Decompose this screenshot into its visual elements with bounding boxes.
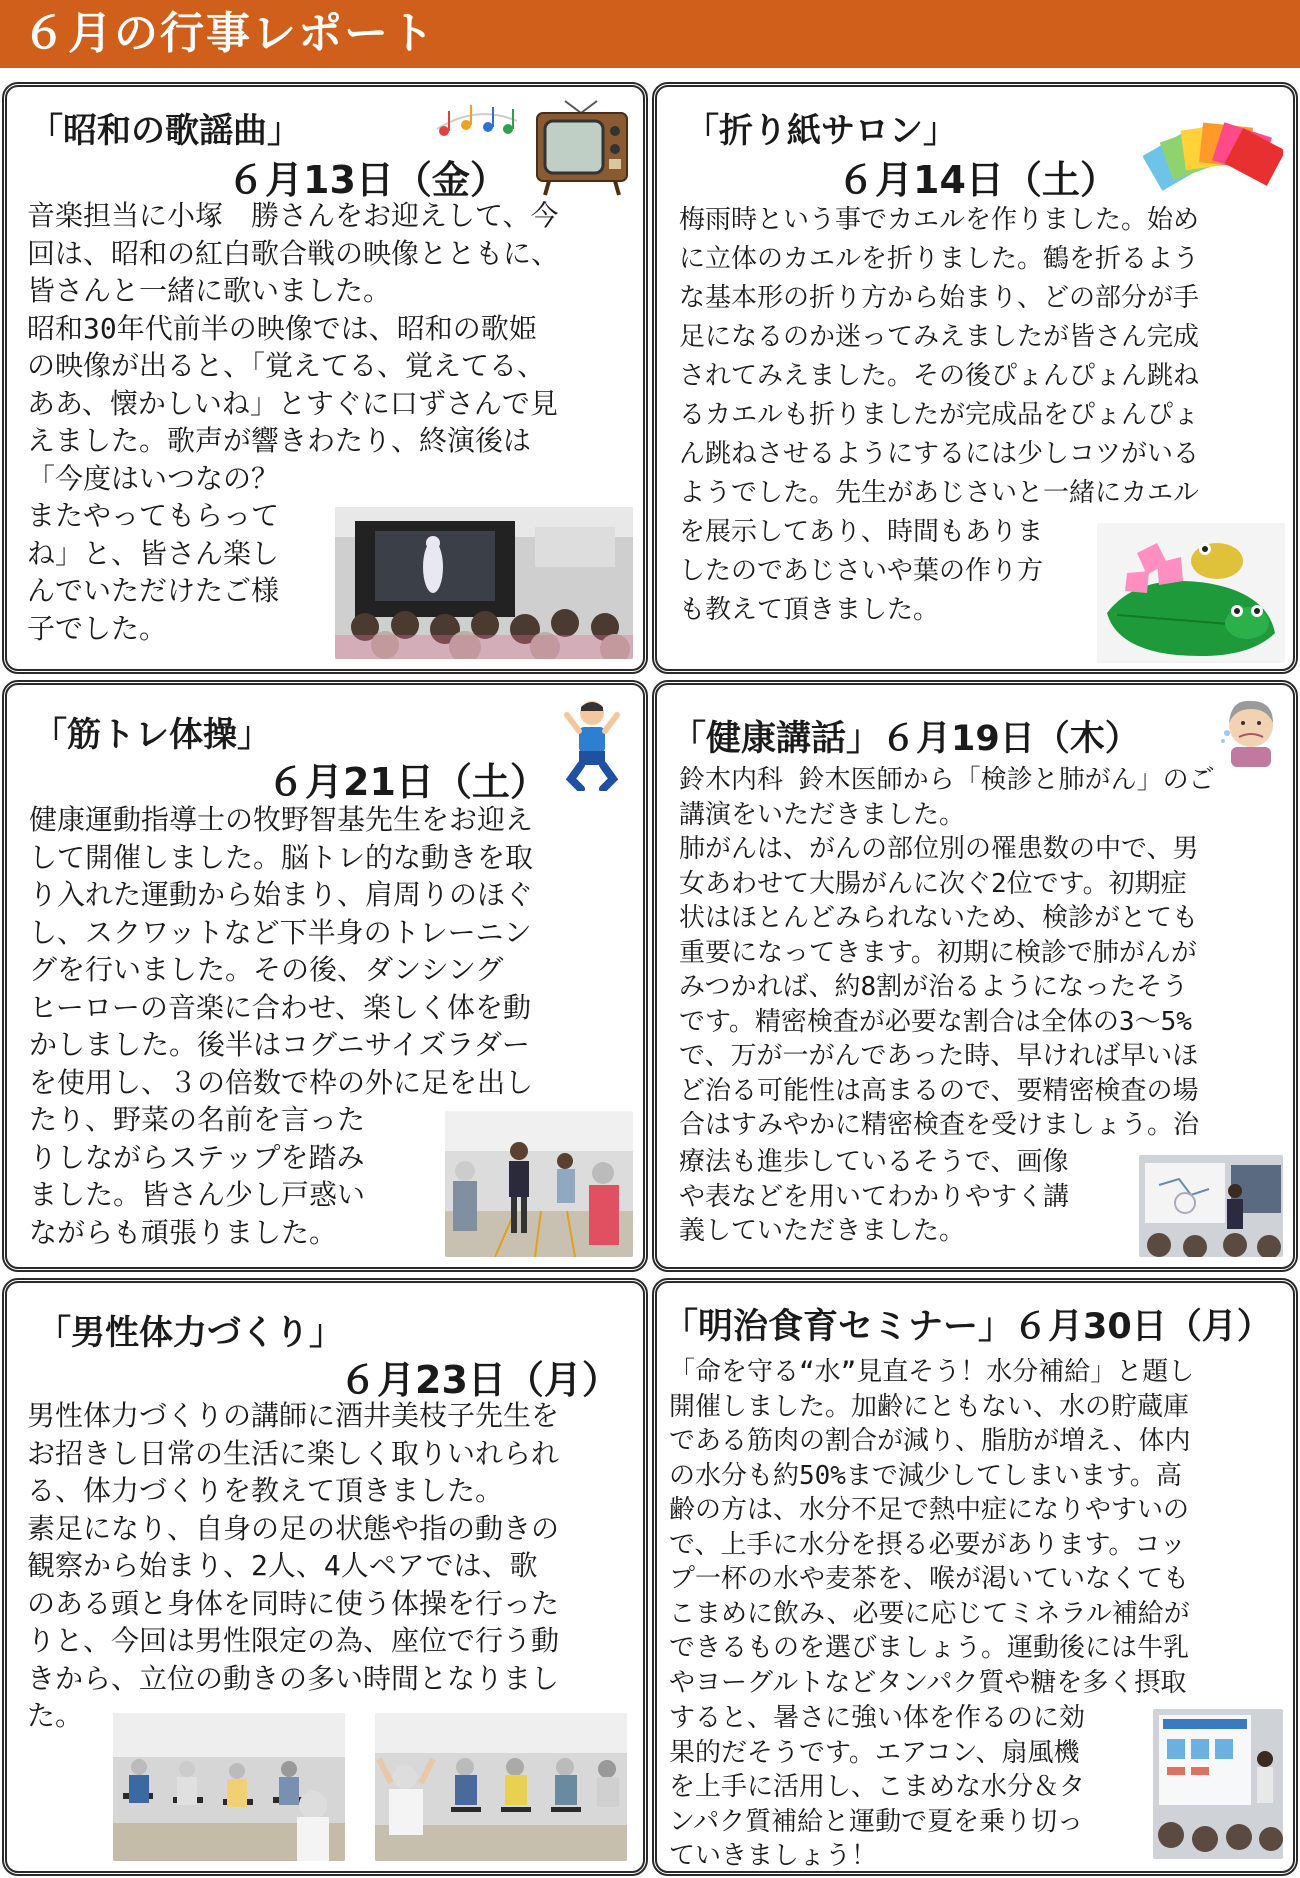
page-title: ６月の行事レポート xyxy=(22,8,436,59)
panel-title: 「折り紙サロン」 xyxy=(685,111,957,151)
panel-date: ６月13日（金） xyxy=(227,158,508,202)
panel-dansei xyxy=(2,1278,648,1876)
seminar-photo xyxy=(1153,1709,1283,1859)
panel-body: 男性体力づくりの講師に酒井美枝子先生を お招きし日常の生活に楽しく取りいれられ る、体力づくりを教えて頂きました。 素足になり、自身の足の状態や指の動きの 観察から始まり、2人、4人ペアでは、歌 のある頭と身体を同時に使う体操を行った りと、今回は男性限定の為、座位で行う動 きから、立位の動きの多い時間となりまし た。 xyxy=(27,1399,560,1732)
seated-exercise-photo-1 xyxy=(113,1713,345,1861)
exercise-class-photo xyxy=(445,1111,633,1257)
panel-showa xyxy=(2,82,648,674)
coughing-person-icon xyxy=(1217,697,1283,767)
origami-frog-photo xyxy=(1097,523,1285,663)
concert-photo xyxy=(335,507,633,659)
retro-tv-icon xyxy=(535,99,629,197)
page-header xyxy=(0,0,1300,68)
panel-date: ６月14日（土） xyxy=(837,158,1118,202)
panel-title: 「明治食育セミナー」６月30日（月） xyxy=(663,1307,1272,1347)
lecture-photo xyxy=(1139,1155,1283,1257)
panel-origami xyxy=(652,82,1298,674)
panel-date: ６月23日（月） xyxy=(339,1358,620,1402)
music-notes-icon xyxy=(432,99,522,147)
panel-body: 健康運動指導士の牧野智基先生をお迎え して開催しました。脳トレ的な動きを取 り入れた運動から始まり、肩周りのほぐ し、スクワットなど下半身のトレーニン グを行いました。その後、ダンシング ヒーローの音楽に合わせ、楽しく体を動 かしました。後半はコグニサイズラダー を使用し、３の倍数で枠の外に足を出し xyxy=(29,803,534,1099)
panel-date: ６月21日（土） xyxy=(267,760,548,804)
panel-kenko xyxy=(652,680,1298,1272)
panel-title: 「昭和の歌謡曲」 xyxy=(29,111,301,151)
exercising-man-icon xyxy=(559,697,625,791)
panel-meiji xyxy=(652,1278,1298,1876)
panel-body: 「命を守る“水”見直そう！水分補給」と題し 開催しました。加齢にともない、水の貯蔵庫 である筋肉の割合が減り、脂肪が増え、体内 の水分も約50%まで減少してしまいます。高 齢の方は、水分不足で熱中症になりやすいの で、上手に水分を摂る必要があります。コッ プ一杯の水や麦茶を、喉が渇いていなくても こまめに飲み、必要に応じてミネラル補給が できるものを選びましょう。運動後には牛乳 やヨーグルトなどタンパク質や糖を多く摂取 xyxy=(669,1357,1195,1698)
seated-exercise-photo-2 xyxy=(375,1713,627,1861)
panel-body-cont: を展示してあり、時間もありま したのであじさいや葉の作り方 も教えて頂きました。 xyxy=(679,517,1044,625)
panel-body-cont: たり、野菜の名前を言った りしながらステップを踏み ました。皆さん少し戸惑い ながらも頑張りました。 xyxy=(29,1103,366,1249)
panel-body-cont: 療法も進歩しているそうで、画像 や表などを用いてわかりやすく講 義していただきました。 xyxy=(679,1147,1070,1246)
panel-title: 「健康講話」６月19日（木） xyxy=(671,719,1140,759)
panel-title: 「男性体力づくり」 xyxy=(37,1313,343,1353)
panel-title: 「筋トレ体操」 xyxy=(33,715,271,755)
panel-body: 音楽担当に小塚 勝さんをお迎えして、今 回は、昭和の紅白歌合戦の映像とともに、 皆さんと一緒に歌いました。 昭和30年代前半の映像では、昭和の歌姫 の映像が出ると、「覚えてる、覚えてる、 ああ、懐かしいね」とすぐに口ずさんで見 えました。歌声が響きわたり、終演後は 「今度はいつなの？ xyxy=(27,199,560,495)
panel-body-cont: すると、暑さに強い体を作るのに効 果的だそうです。エアコン、扇風機 を上手に活用し、こまめな水分＆タ ンパク質補給と運動で夏を乗り切っ ていきましょう！ xyxy=(669,1703,1086,1871)
panel-body: 鈴木内科 鈴木医師から「検診と肺がん」のご 講演をいただきました。 肺がんは、がんの部位別の罹患数の中で、男 女あわせて大腸がんに次ぐ2位です。初期症 状はほとんどみられないため、検診がとても 重要になってきます。初期に検診で肺がんが みつかれば、約8割が治るようになったそう です。精密検査が必要な割合は全体の3～5% で、万が一がんであった時、早ければ早いほ ど治る可能性は高まるので、要精密検査の場 合はすみやかに精密検査を受けましょう。治 xyxy=(679,765,1215,1140)
panel-body: 梅雨時という事でカエルを作りました。始め に立体のカエルを折りました。鶴を折るよう な基本形の折り方から始まり、どの部分が手 足になるのか迷ってみえましたが皆さん完成 されてみえました。その後ぴょんぴょん跳ね るカエルも折りましたが完成品をぴょんぴょ ん跳ねさせるようにするには少しコツがいる ようでした。先生があじさいと一緒にカエル xyxy=(679,205,1200,508)
panel-kintore xyxy=(2,680,648,1272)
panel-body-cont: またやってもらって ね」と、皆さん楽し んでいただけたご様 子でした。 xyxy=(27,499,280,645)
origami-paper-icon xyxy=(1143,115,1283,195)
